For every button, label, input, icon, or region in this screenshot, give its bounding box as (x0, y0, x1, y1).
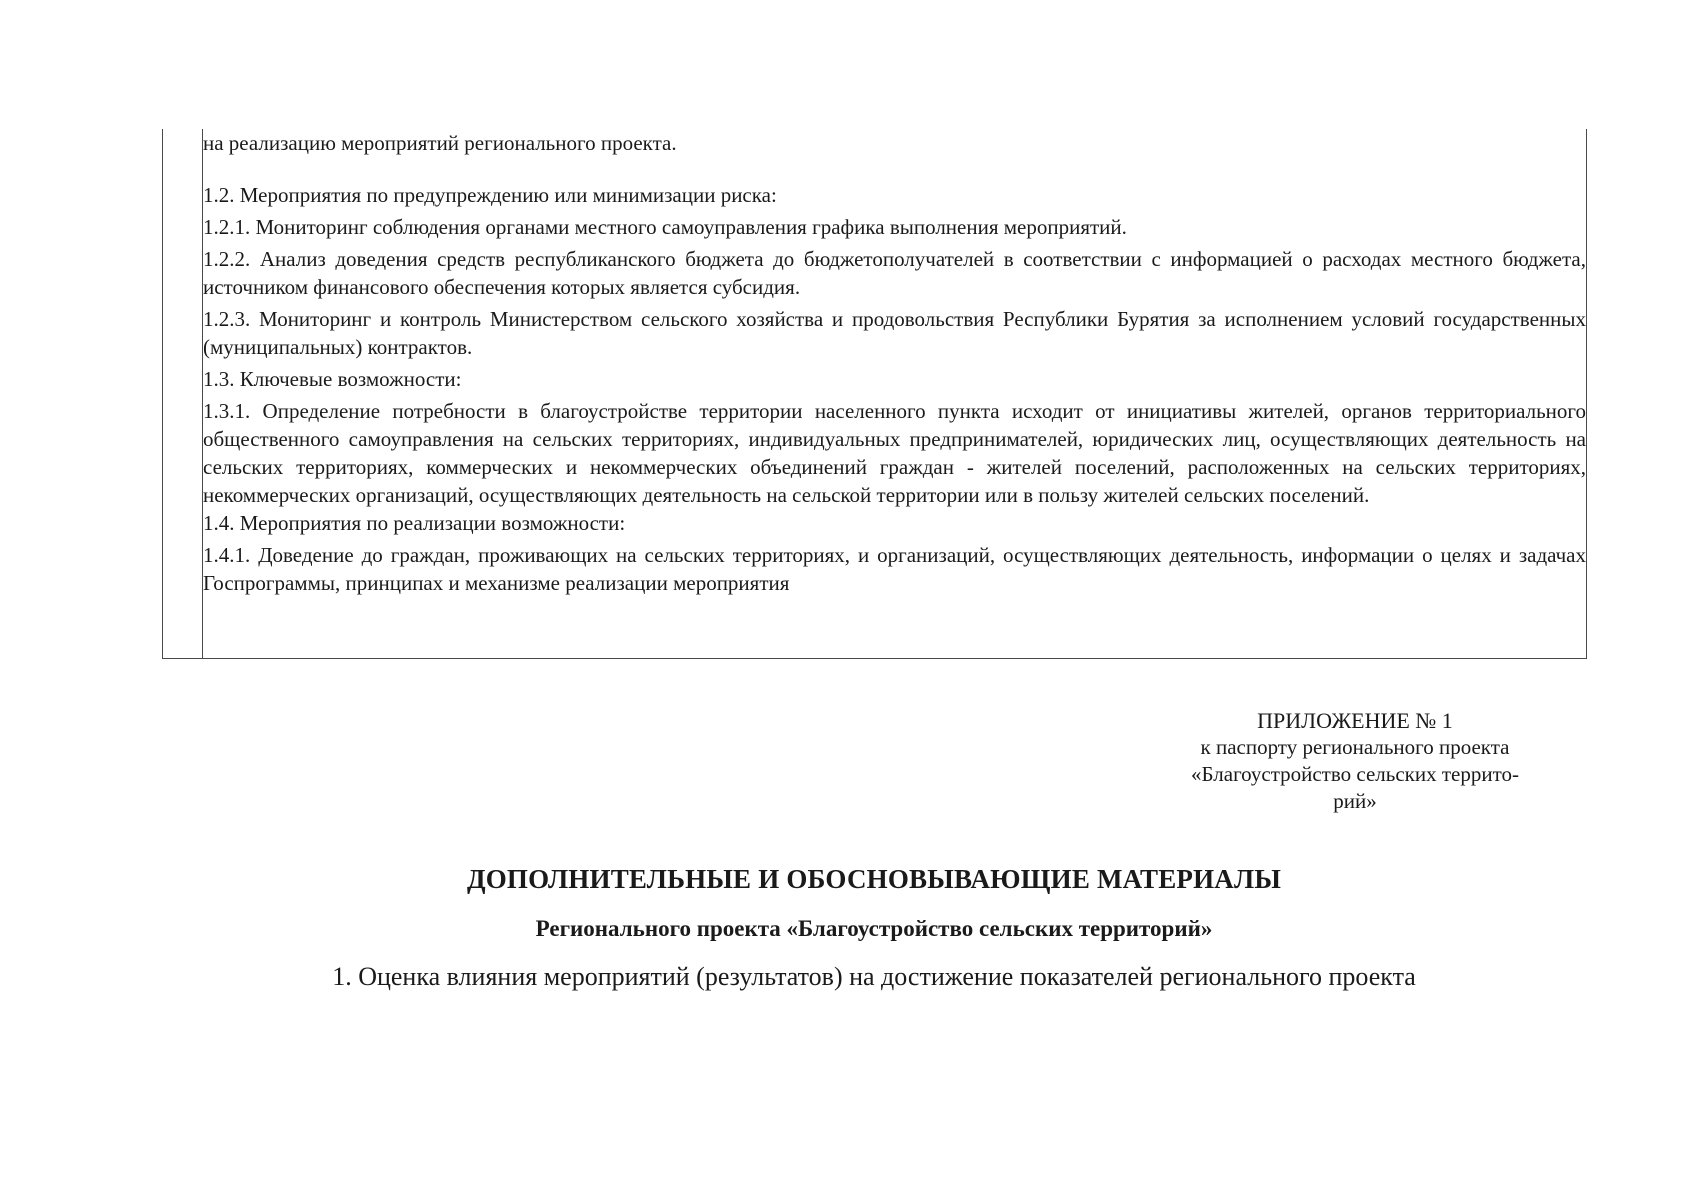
paragraph-continuation: на реализацию мероприятий регионального проекта. (203, 131, 677, 155)
table-number-cell (163, 129, 203, 659)
appendix-stamp (1160, 707, 1550, 815)
paragraph-1-4: 1.4. Мероприятия по реализации возможности: (203, 511, 626, 535)
paragraph-1-2: 1.2. Мероприятия по предупреждению или минимизации риска: (203, 183, 777, 207)
appendix-title: ПРИЛОЖЕНИЕ № 1 (1257, 708, 1453, 733)
paragraph-1-2-3: 1.2.3. Мониторинг и контроль Министерством сельского хозяйства и продовольствия Республики Бурятия за исполнением условий государственных (муниципальных) контрактов. (203, 307, 1586, 359)
paragraph-1-4-1: 1.4.1. Доведение до граждан, проживающих на сельских территориях, и организаций, осуществляющих деятельность, информации о целях и задачах Госпрограммы, принципах и механизме реализации мероприятия (203, 543, 1586, 595)
paragraph-1-3: 1.3. Ключевые возможности: (203, 367, 462, 391)
table-text-cell (203, 129, 1587, 659)
document-subtitle: Регионального проекта «Благоустройство сельских территорий» (535, 916, 1213, 941)
appendix-line: «Благоустройство сельских террито- (1191, 762, 1519, 786)
risk-table (162, 129, 1587, 659)
paragraph-1-2-1: 1.2.1. Мониторинг соблюдения органами местного самоуправления графика выполнения мероприятий. (203, 215, 1127, 239)
paragraph-1-3-1: 1.3.1. Определение потребности в благоустройстве территории населенного пункта исходит от инициативы жителей, органов территориального общественного самоуправления на сельских территориях, индивидуальных предпринимателей, юридических лиц, осуществляющих деятельность на сельских территориях, коммерческих и некоммерческих объединений граждан - жителей поселений, расположенных на сельских территориях, некоммерческих организаций, осуществляющих деятельность на сельской территории или в пользу жителей сельских поселений. (203, 399, 1586, 507)
paragraph-1-2-2: 1.2.2. Анализ доведения средств республиканского бюджета до бюджетополучателей в соответствии с информацией о расходах местного бюджета, источником финансового обеспечения которых является субсидия. (203, 247, 1586, 299)
document-title: ДОПОЛНИТЕЛЬНЫЕ И ОБОСНОВЫВАЮЩИЕ МАТЕРИАЛЫ (466, 864, 1282, 894)
table-row (163, 129, 1587, 659)
section-heading: 1. Оценка влияния мероприятий (результатов) на достижение показателей регионального проекта (332, 962, 1416, 991)
appendix-line: к паспорту регионального проекта (1200, 735, 1510, 759)
appendix-line: рий» (1333, 789, 1377, 813)
